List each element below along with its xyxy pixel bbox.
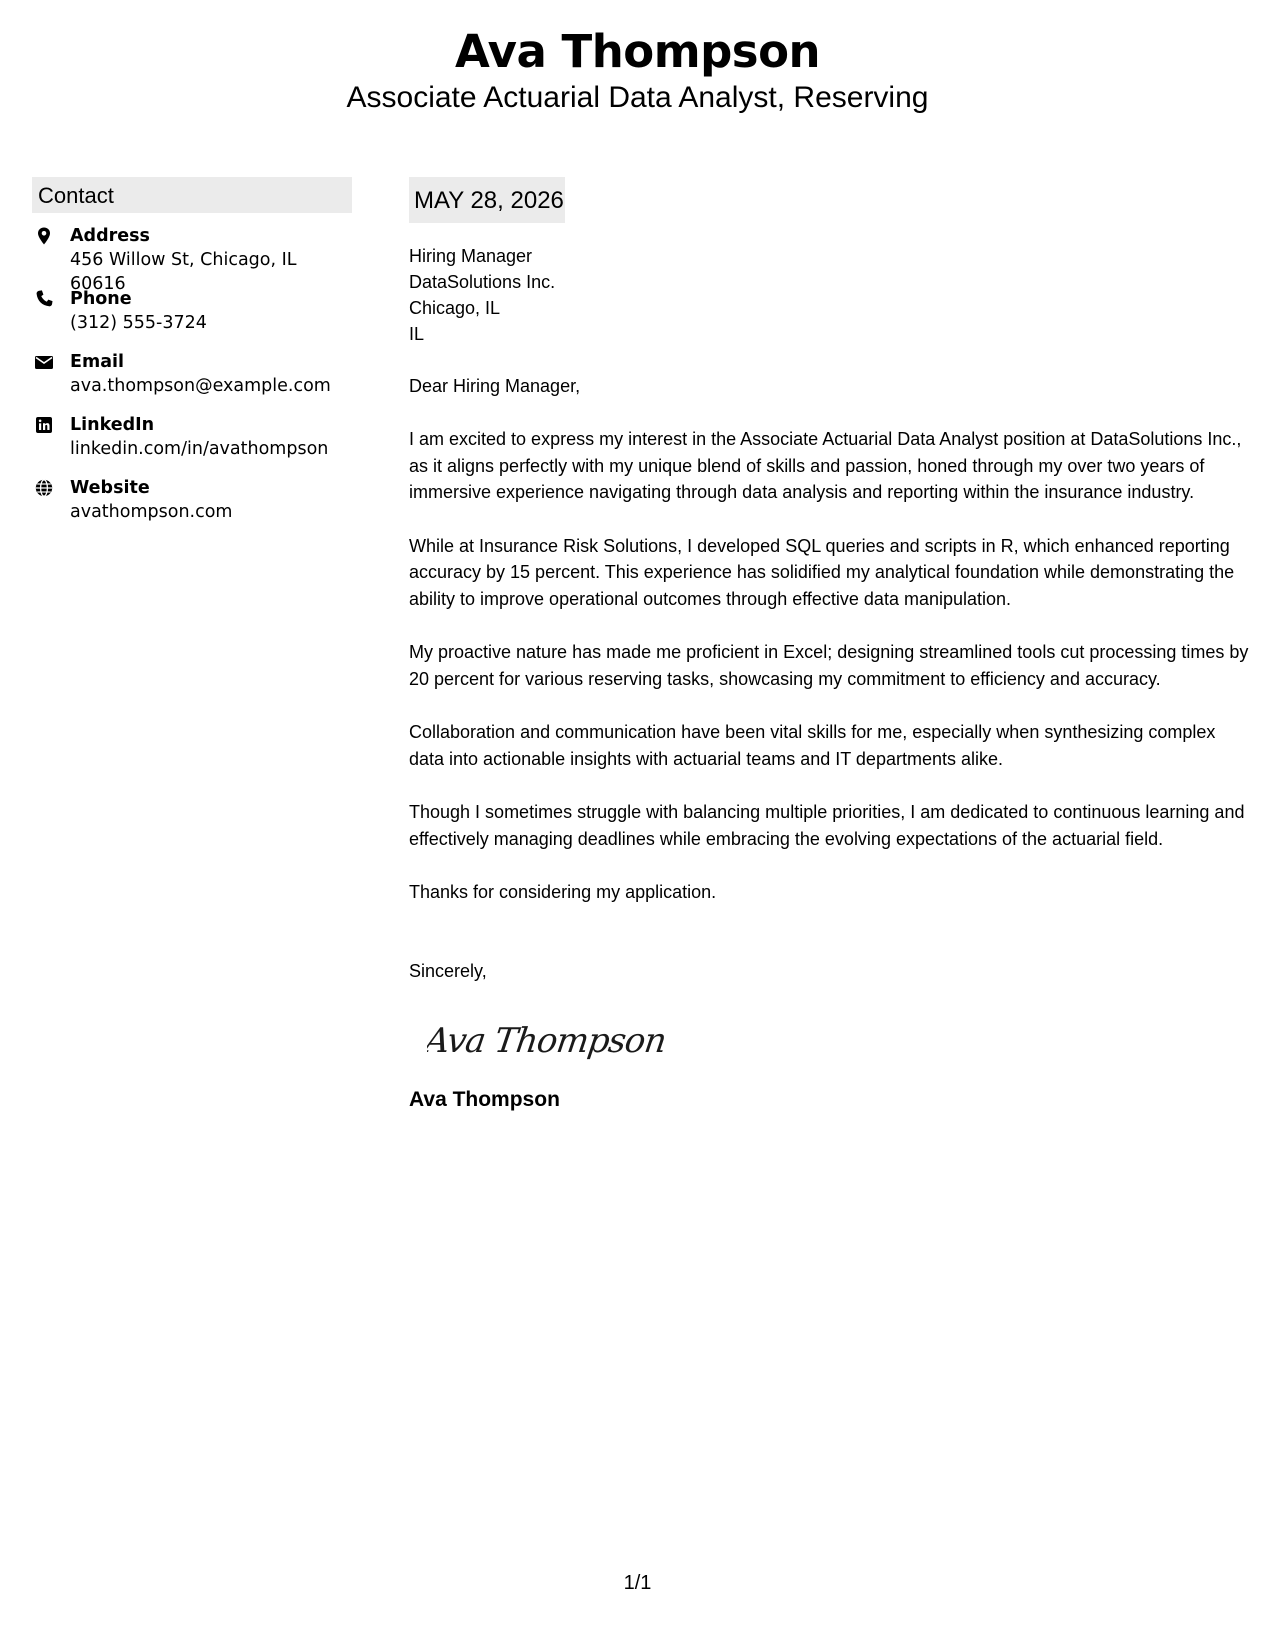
linkedin-icon <box>34 415 54 435</box>
contact-item-address <box>32 224 352 294</box>
signer-name: Ava Thompson <box>409 1087 560 1111</box>
svg-text:Ava Thompson: Ava Thompson <box>427 1020 667 1061</box>
applicant-name: Ava Thompson <box>454 25 821 78</box>
recipient-company: DataSolutions Inc. <box>409 272 556 292</box>
letter-paragraph: My proactive nature has made me proficient in Excel; designing streamlined tools cut processing times by 20 percent for various reserving tasks, showcasing my commitment to efficiency and accuracy. <box>409 642 1249 689</box>
letter-paragraph: Though I sometimes struggle with balancing multiple priorities, I am dedicated to continuous learning and effectively managing deadlines while embracing the evolving expectations of the actuarial field. <box>409 802 1245 849</box>
contact-label: Website <box>70 478 150 498</box>
globe-icon <box>34 478 54 498</box>
letter-paragraph: Thanks for considering my application. <box>409 882 717 902</box>
phone-value: (312) 555-3724 <box>70 313 207 333</box>
letter-paragraph: I am excited to express my interest in the Associate Actuarial Data Analyst position at DataSolutions Inc., as it aligns perfectly with my unique blend of skills and passion, honed through my over two years of immersive experience navigating through data analysis and reporting within the insurance industry. <box>409 429 1242 502</box>
contact-list <box>32 224 352 539</box>
contact-item-phone <box>32 287 352 350</box>
contact-label: Phone <box>70 289 132 309</box>
closing-line: Sincerely, <box>409 960 487 981</box>
salutation: Dear Hiring Manager, <box>409 376 581 396</box>
linkedin-value: linkedin.com/in/avathompson <box>70 439 329 459</box>
phone-icon <box>34 289 54 309</box>
recipient-city: Chicago, IL <box>409 298 501 318</box>
recipient-state: IL <box>409 324 425 344</box>
website-value: avathompson.com <box>70 502 233 522</box>
letter-body <box>409 177 1249 1114</box>
applicant-job-title: Associate Actuarial Data Analyst, Reserving <box>346 81 929 114</box>
contact-item-website <box>32 476 352 539</box>
email-value: ava.thompson@example.com <box>70 376 331 396</box>
contact-heading: Contact <box>32 177 352 213</box>
envelope-icon <box>34 352 54 372</box>
location-pin-icon <box>34 226 54 246</box>
contact-label: LinkedIn <box>70 415 155 435</box>
contact-sidebar <box>32 177 352 539</box>
letter-header <box>0 22 1275 115</box>
letter-paragraph: Collaboration and communication have been vital skills for me, especially when synthesizing complex data into actionable insights with actuarial teams and IT departments alike. <box>409 722 1216 769</box>
contact-item-linkedin <box>32 413 352 476</box>
letter-paragraph: While at Insurance Risk Solutions, I developed SQL queries and scripts in R, which enhanced reporting accuracy by 15 percent. This experience has solidified my analytical foundation while demonstrating the ability to improve operational outcomes through effective data manipulation. <box>409 535 1235 609</box>
contact-label: Address <box>70 226 150 246</box>
recipient-block <box>409 243 1249 347</box>
letter-date: MAY 28, 2026 <box>409 177 565 223</box>
handwritten-signature <box>427 1014 1249 1066</box>
address-value: 456 Willow St, Chicago, IL 60616 <box>70 250 297 294</box>
recipient-line: Hiring Manager <box>409 246 533 266</box>
contact-item-email <box>32 350 352 413</box>
contact-label: Email <box>70 352 124 372</box>
page-number: 1/1 <box>623 1572 652 1594</box>
